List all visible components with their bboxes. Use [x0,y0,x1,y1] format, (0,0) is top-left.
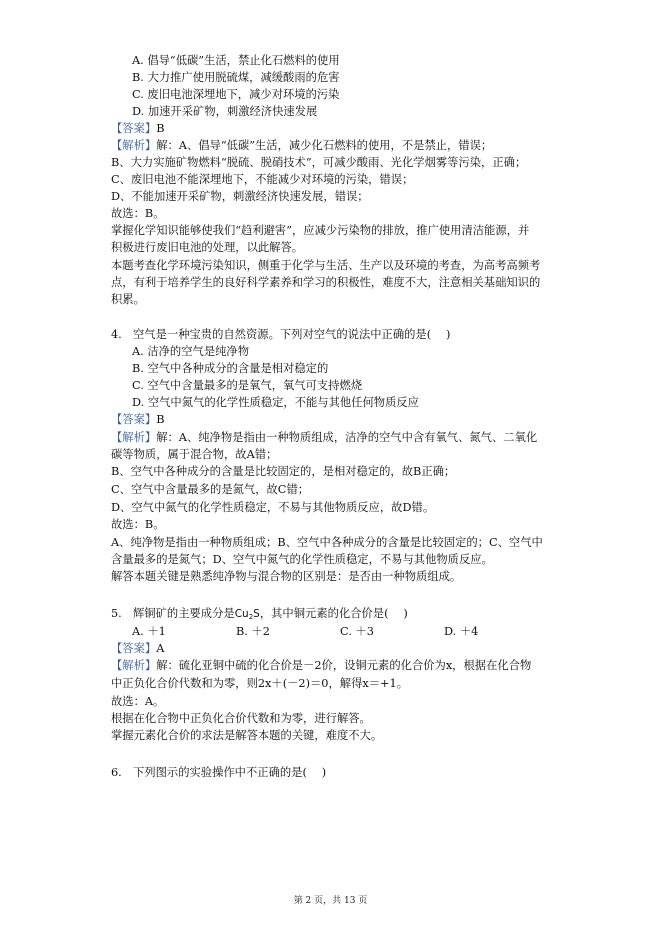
q5-option-c: C. ＋3 [340,625,374,638]
q5-option-a: A. ＋1 [132,625,166,638]
q4-option-b: B. 空气中各种成分的含量是相对稳定的 [132,362,329,375]
q3-answer-value: B [156,122,165,135]
q4-analysis-line-1: 【解析】解：A、纯净物是指由一种物质组成，洁净的空气中含有氧气、氮气、二氧化 [111,431,538,444]
q5-analysis-line-3: 故选：A。 [111,695,165,708]
q5-analysis-line-5: 掌握元素化合价的求法是解答本题的关键，难度不大。 [111,729,383,742]
answer-label: 【答案】 [111,413,157,426]
analysis-label: 【解析】 [111,431,157,444]
q4-analysis-line-3: B、空气中各种成分的含量是比较固定的，是相对稳定的，故B正确； [111,465,456,478]
q5-answer [111,641,164,656]
q4-number: 4. [111,328,122,341]
q3-option-c: C. 废旧电池深埋地下，减少对环境的污染 [132,88,340,101]
q5-analysis-line-2: 中正负化合价代数和为零，则2x＋(－2)＝0，解得x＝+1。 [111,677,409,690]
q4-stem: 4. 空气是一种宝贵的自然资源。下列对空气的说法中正确的是( ) [111,328,451,341]
q4-answer-value: B [156,413,165,426]
answer-label: 【答案】 [111,122,157,135]
q4-analysis-line-8: 含量最多的是氮气；D、空气中氮气的化学性质稳定，不易与其他物质反应。 [111,553,493,566]
q5-analysis-line-1: 【解析】解：硫化亚铜中硫的化合价是－2价，设铜元素的化合价为x，根据在化合物 [111,659,532,672]
q5-option-d: D. ＋4 [444,625,479,638]
q4-option-a: A. 洁净的空气是纯净物 [132,345,250,358]
q4-analysis-line-9: 解答本题关键是熟悉纯净物与混合物的区别是：是否由一种物质组成。 [111,570,462,583]
q5-stem: 5. 辉铜矿的主要成分是$Cu_2S$，其中铜元素的化合价是( ) [111,607,408,621]
q4-analysis-line-2: 碳等物质，属于混合物，故A错； [111,448,278,461]
q5-answer-value: A [156,642,165,655]
q4-option-c: C. 空气中含量最多的是氧气，氧气可支持燃烧 [132,379,363,392]
chemical-formula: $Cu_2S$ [234,608,260,621]
page-footer: 第 2 页，共 13 页 [293,896,368,906]
q3-option-b: B. 大力推广使用脱硫煤，减缓酸雨的危害 [132,71,340,84]
q3-answer [111,121,165,136]
q4-analysis-line-4: C、空气中含量最多的是氮气，故C错； [111,483,310,496]
q3-analysis-line-5: 故选：B。 [111,207,165,220]
analysis-label: 【解析】 [111,659,157,672]
q5-analysis-line-4: 根据在化合物中正负化合价代数和为零，进行解答。 [111,712,371,725]
q6-stem: 6. 下列图示的实验操作中不正确的是( ) [111,766,327,779]
analysis-label: 【解析】 [111,139,157,152]
q6-number: 6. [111,766,122,779]
q3-analysis-line-8: 本题考查化学环境污染知识，侧重于化学与生活、生产以及环境的考查，为高考高频考 [111,259,541,272]
q3-option-a: A. 倡导“低碳”生活，禁止化石燃料的使用 [132,54,340,67]
q3-analysis-line-2: B、大力实施矿物燃料“脱硫、脱硝技术”，可减少酸雨、光化学烟雾等污染，正确； [111,156,527,169]
q3-analysis-line-3: C、废旧电池不能深埋地下，不能减少对环境的污染，错误； [111,173,414,186]
q3-analysis-line-7: 积极进行废旧电池的处理，以此解答。 [111,241,304,254]
q5-option-b: B. ＋2 [236,625,270,638]
q5-options [132,624,478,639]
q5-number: 5. [111,607,122,620]
q3-analysis-line-4: D、不能加速开采矿物，刺激经济快速发展，错误； [111,190,369,203]
q3-analysis-line-9: 点，有利于培养学生的良好科学素养和学习的积极性，难度不大，注意相关基础知识的 [111,276,541,289]
q4-option-d: D. 空气中氮气的化学性质稳定，不能与其他任何物质反应 [132,396,419,409]
q3-option-d: D. 加速开采矿物，刺激经济快速发展 [132,105,318,118]
q3-analysis-line-10: 积累。 [111,293,145,306]
q3-analysis-line-1: 【解析】解：A、倡导“低碳”生活，减少化石燃料的使用，不是禁止，错误； [111,139,493,152]
q4-analysis-line-6: 故选：B。 [111,518,165,531]
q4-analysis-line-5: D、空气中氮气的化学性质稳定，不易与其他物质反应，故D错。 [111,501,435,514]
answer-label: 【答案】 [111,642,157,655]
q4-analysis-line-7: A、纯净物是指由一种物质组成；B、空气中各种成分的含量是比较固定的；C、空气中 [111,536,543,549]
q4-answer [111,412,165,427]
q3-analysis-line-6: 掌握化学知识能够使我们“趋利避害”，应减少污染物的排放，推广使用清洁能源，并 [111,224,530,237]
